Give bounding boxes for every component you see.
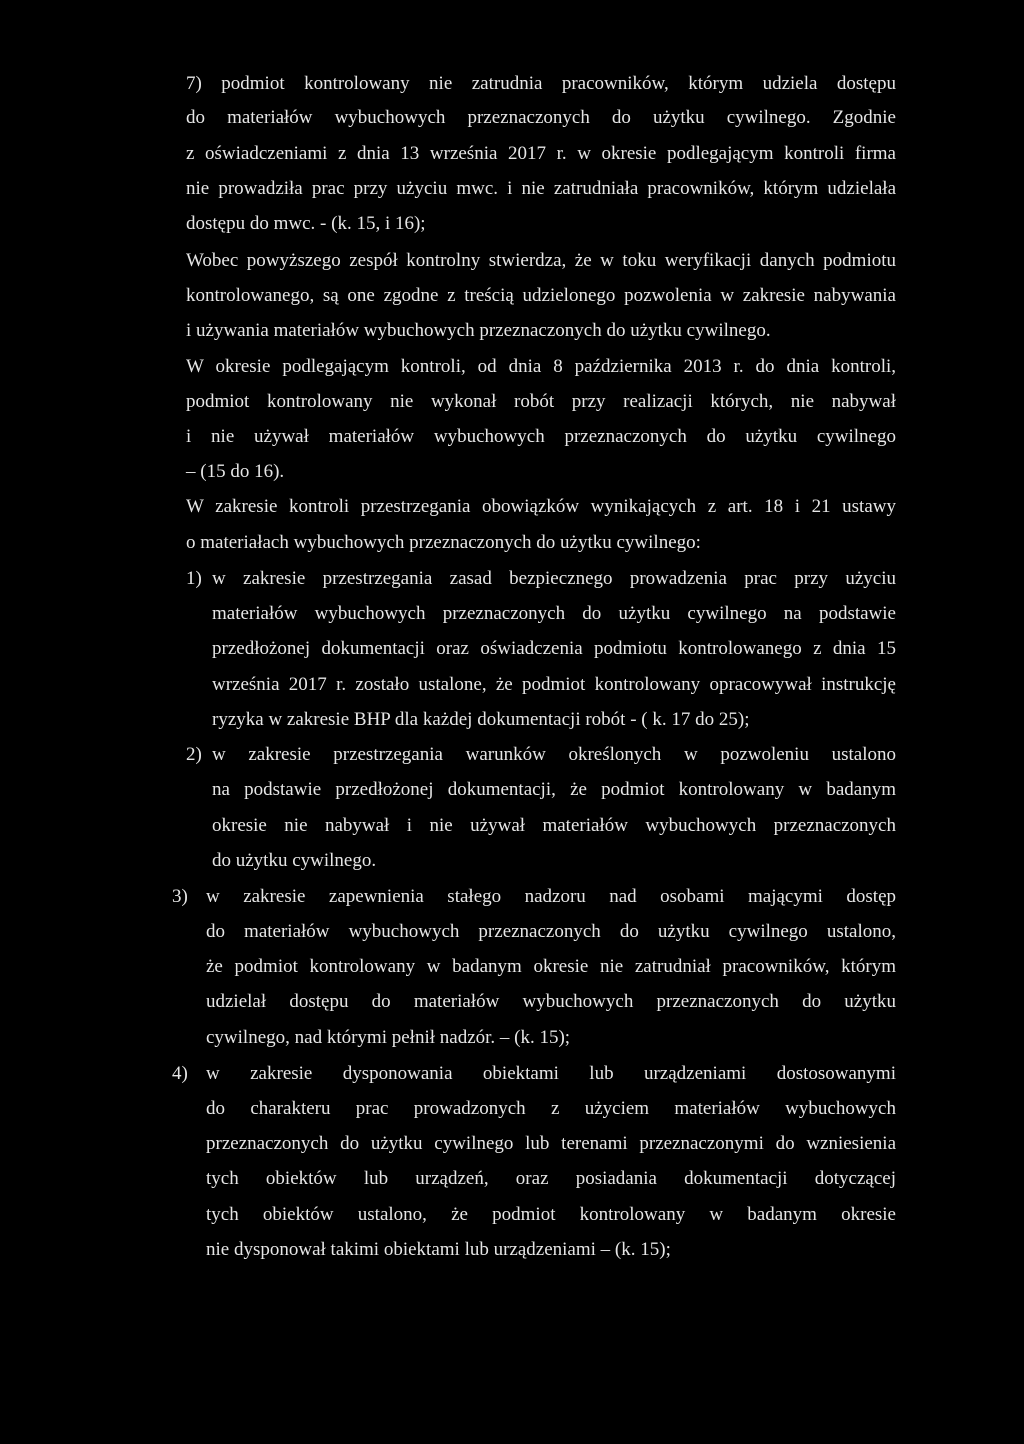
text-line: i używania materiałów wybuchowych przeznaczonych do użytku cywilnego. [186,320,771,341]
text-line: podmiot kontrolowany nie wykonał robót przy realizacji których, nie nabywał [186,391,896,412]
list-number: 4) [172,1063,188,1084]
text-line: nie dysponował takimi obiektami lub urządzeniami – (k. 15); [206,1239,671,1260]
text-line: do materiałów wybuchowych przeznaczonych do użytku cywilnego ustalono, [206,921,896,942]
text-line: do użytku cywilnego. [212,850,377,871]
text-line: tych obiektów ustalono, że podmiot kontrolowany w badanym okresie [206,1204,896,1225]
text-line: w zakresie przestrzegania warunków określonych w pozwoleniu ustalono [212,744,896,765]
text-line: Wobec powyższego zespół kontrolny stwierdza, że w toku weryfikacji danych podmiotu [186,250,896,271]
list-number: 3) [172,886,188,907]
text-line: o materiałach wybuchowych przeznaczonych do użytku cywilnego: [186,532,701,553]
text-line: nie prowadziła prac przy użyciu mwc. i nie zatrudniała pracowników, którym udzielała [186,178,896,199]
text-line: z oświadczeniami z dnia 13 września 2017 r. w okresie podlegającym kontroli firma [186,143,896,164]
text-line: że podmiot kontrolowany w badanym okresie nie zatrudniał pracowników, którym [206,956,896,977]
text-line: przedłożonej dokumentacji oraz oświadczenia podmiotu kontrolowanego z dnia 15 [212,638,896,659]
text-line: w zakresie dysponowania obiektami lub urządzeniami dostosowanymi [206,1063,896,1084]
text-line: na podstawie przedłożonej dokumentacji, że podmiot kontrolowany w badanym [212,779,896,800]
text-line: okresie nie nabywał i nie używał materiałów wybuchowych przeznaczonych [212,815,896,836]
text-line: kontrolowanego, są one zgodne z treścią udzielonego pozwolenia w zakresie nabywania [186,285,896,306]
text-line: dostępu do mwc. - (k. 15, i 16); [186,213,426,234]
text-line: cywilnego, nad którymi pełnił nadzór. – (k. 15); [206,1027,571,1048]
text-line: w zakresie przestrzegania zasad bezpiecznego prowadzenia prac przy użyciu [212,568,896,589]
text-line: 7) podmiot kontrolowany nie zatrudnia pracowników, którym udziela dostępu [186,73,896,94]
text-line: przeznaczonych do użytku cywilnego lub terenami przeznaczonymi do wzniesienia [206,1133,896,1154]
text-line: i nie używał materiałów wybuchowych przeznaczonych do użytku cywilnego [186,426,896,447]
text-line: ryzyka w zakresie BHP dla każdej dokumentacji robót - ( k. 17 do 25); [212,709,750,730]
text-line: W okresie podlegającym kontroli, od dnia 8 października 2013 r. do dnia kontroli, [186,356,896,377]
text-line: W zakresie kontroli przestrzegania obowiązków wynikających z art. 18 i 21 ustawy [186,496,896,517]
text-line: udzielał dostępu do materiałów wybuchowych przeznaczonych do użytku [206,991,896,1012]
list-number: 1) [186,568,202,589]
text-line: tych obiektów lub urządzeń, oraz posiadania dokumentacji dotyczącej [206,1168,896,1189]
text-line: materiałów wybuchowych przeznaczonych do użytku cywilnego na podstawie [212,603,896,624]
text-line: w zakresie zapewnienia stałego nadzoru nad osobami mającymi dostęp [206,886,896,907]
text-line: do materiałów wybuchowych przeznaczonych do użytku cywilnego. Zgodnie [186,107,896,128]
text-line: września 2017 r. zostało ustalone, że podmiot kontrolowany opracowywał instrukcję [212,674,896,695]
text-line: – (15 do 16). [186,461,285,482]
text-line: do charakteru prac prowadzonych z użyciem materiałów wybuchowych [206,1098,896,1119]
list-number: 2) [186,744,202,765]
